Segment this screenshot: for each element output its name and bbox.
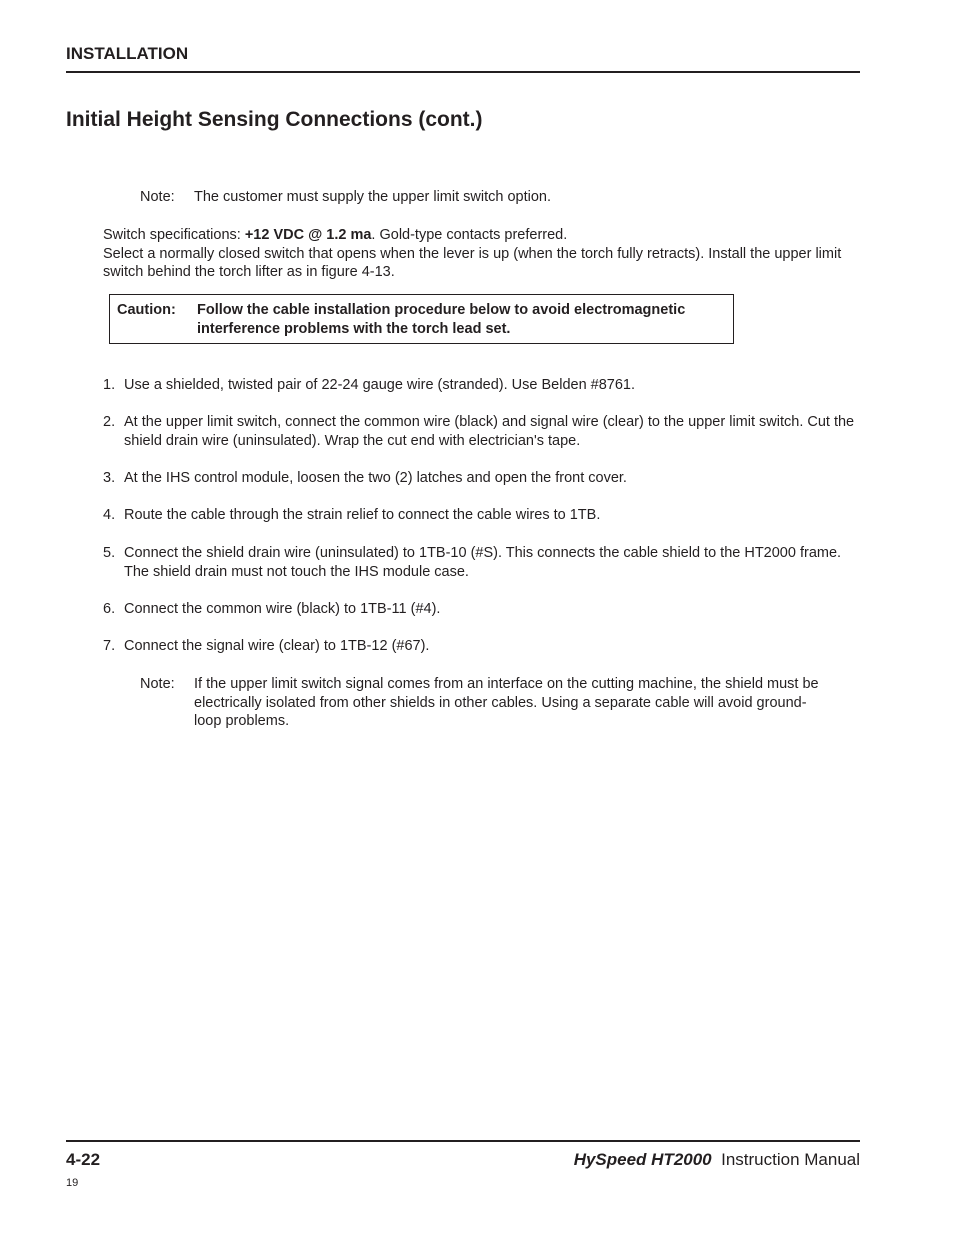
note-label: Note: [140,189,175,205]
note-isolation [140,675,840,735]
caution-label: Caution: [117,302,176,318]
step-number: 7. [103,638,116,654]
caution-text: Follow the cable installation procedure below to avoid electromagnetic interference problems with the torch lead set. [197,302,686,337]
step-text: At the upper limit switch, connect the common wire (black) and signal wire (clear) to the upper limit switch. Cut the shield drain wire (uninsulated). Wrap the cut end with electrician's tape. [124,414,855,449]
note-text: The customer must supply the upper limit switch option. [194,189,552,205]
spec-prefix: Switch specifications: [103,227,245,243]
step-number: 3. [103,470,116,486]
caution-box [109,294,734,344]
switch-specifications [103,226,860,282]
page-number: 4-22 [66,1150,101,1169]
header-divider [66,71,860,73]
note-supply [140,188,840,208]
step-number: 2. [103,414,116,430]
section-header: INSTALLATION [66,44,189,63]
step-text: At the IHS control module, loosen the two (2) latches and open the front cover. [124,470,627,486]
spec-value: +12 VDC @ 1.2 ma [244,227,372,243]
step-text: Use a shielded, twisted pair of 22-24 gauge wire (stranded). Use Belden #8761. [124,377,636,393]
spec-suffix: . Gold-type contacts preferred. [371,227,568,243]
footer-code: 19 [66,1177,79,1189]
spec-instructions: Select a normally closed switch that opens when the lever is up (when the torch fully retracts). Install the upper limit switch behind the torch lifter as in figure 4-13. [103,245,842,280]
manual-title [574,1150,860,1170]
note-text: If the upper limit switch signal comes from an interface on the cutting machine, the shield must be electrically isolated from other shields in other cables. Using a separate cable will avoid ground-loop problems. [194,676,819,729]
step-text: Connect the signal wire (clear) to 1TB-12 (#67). [124,638,430,654]
step-number: 4. [103,507,116,523]
brand-name: HySpeed HT2000 [573,1150,712,1169]
step-text: Route the cable through the strain relief to connect the cable wires to 1TB. [124,507,601,523]
step-number: 6. [103,601,116,617]
step-text: Connect the common wire (black) to 1TB-11 (#4). [124,601,441,617]
note-label: Note: [140,676,175,692]
footer-divider [66,1140,860,1142]
page-title: Initial Height Sensing Connections (cont.) [66,108,483,131]
step-number: 5. [103,545,116,561]
manual-label: Instruction Manual [721,1150,860,1169]
step-number: 1. [103,377,116,393]
step-text: Connect the shield drain wire (uninsulated) to 1TB-10 (#S). This connects the cable shield to the HT2000 frame. The shield drain must not touch the IHS module case. [124,545,842,580]
